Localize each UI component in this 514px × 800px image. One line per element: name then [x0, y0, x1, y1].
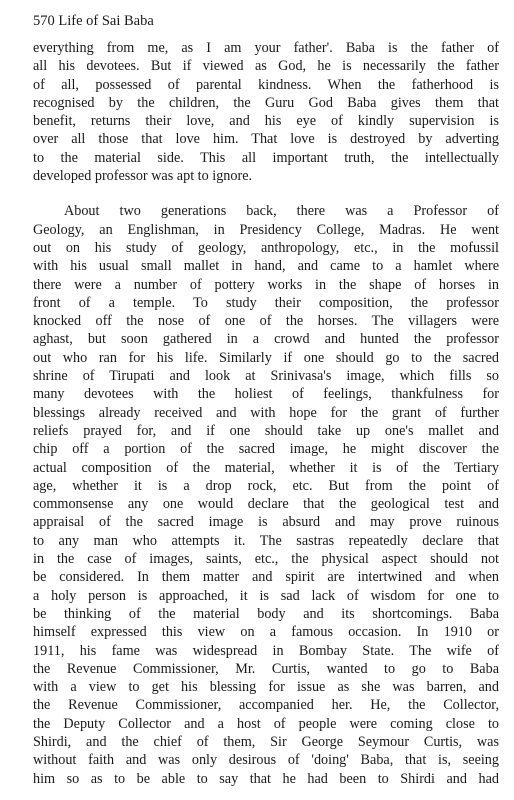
- text-line: chip off a portion of the sacred image, he might discover the: [33, 441, 499, 458]
- text-line: front of a temple. To study their composition, the professor: [33, 294, 499, 311]
- text-line: a holy person is approached, it is sad lack of wisdom for one to: [33, 587, 499, 604]
- text-line: the Revenue Commissioner, accompanied her. He, the Collector,: [33, 697, 499, 714]
- text-line: blessings already received and with hope for the grant of further: [33, 404, 499, 421]
- text-line: many devotees with the holiest of feelings, thankfulness for: [33, 386, 499, 403]
- text-line: About two generations back, there was a Professor of: [64, 203, 499, 220]
- paragraph-1: [33, 39, 499, 185]
- text-line: with a view to get his blessing for issue as she was barren, and: [33, 679, 499, 696]
- paragraph-gap: [33, 185, 499, 202]
- text-line: be thinking of the material body and its shortcomings. Baba: [33, 605, 499, 622]
- text-line: age, whether it is a drop rock, etc. But from the point of: [33, 477, 499, 494]
- text-line: himself expressed this view on a famous occasion. In 1910 or: [33, 624, 499, 641]
- text-line: shrine of Tirupati and look at Srinivasa's image, which fills so: [33, 368, 499, 385]
- text-line: over all those that love him. That love is destroyed by adverting: [33, 131, 499, 148]
- page-number: 570: [33, 13, 55, 29]
- text-line: benefit, returns their love, and his eye of kindly supervision is: [33, 113, 499, 130]
- text-line: him so as to be able to say that he had been to Shirdi and had: [33, 770, 499, 787]
- text-line: the Revenue Commissioner, Mr. Curtis, wanted to go to Baba: [33, 660, 499, 677]
- text-line: in the case of images, saints, etc., the physical aspect should not: [33, 551, 499, 568]
- text-line: appraisal of the sacred image is absurd and may prove ruinous: [33, 514, 499, 531]
- text-line: with his usual small mallet in hand, and came to a hamlet where: [33, 258, 499, 275]
- text-line: commonsense any one would declare that the geological test and: [33, 496, 499, 513]
- text-line: actual composition of the material, whether it is of the Tertiary: [33, 459, 499, 476]
- text-line: Geology, an Englishman, in Presidency College, Madras. He went: [33, 221, 499, 238]
- text-line: Shirdi, and the chief of them, Sir George Seymour Curtis, was: [33, 733, 499, 750]
- text-line: 1911, his fame was widespread in Bombay State. The wife of: [33, 642, 499, 659]
- paragraph-2: [33, 202, 499, 788]
- text-line: developed professor was apt to ignore.: [33, 168, 253, 185]
- text-line: without faith and was only desirous of 'doing' Baba, that is, seeing: [33, 752, 499, 769]
- book-page: [33, 12, 499, 788]
- text-line: there were a number of pottery works in the shape of horses in: [33, 276, 499, 293]
- text-line: reliefs prayed for, and if one should take up one's mallet and: [33, 422, 499, 439]
- text-line: be considered. In them matter and spirit are intertwined and when: [33, 569, 499, 586]
- text-line: out on his study of geology, anthropology, etc., in the mofussil: [33, 239, 499, 256]
- text-line: out who ran for his life. Similarly if one should go to the sacred: [33, 349, 499, 366]
- text-line: aghast, but soon gathered in a crowd and hunted the professor: [33, 331, 499, 348]
- text-line: knocked off the nose of one of the horses. The villagers were: [33, 313, 499, 330]
- running-head: [33, 12, 499, 30]
- text-line: recognised by the children, the Guru God Baba gives them that: [33, 94, 499, 111]
- running-title: Life of Sai Baba: [58, 13, 154, 29]
- text-line: everything from me, as I am your father'. Baba is the father of: [33, 40, 499, 56]
- text-line: to any man who attempts it. The sastras repeatedly declare that: [33, 532, 499, 549]
- text-line: of all, possessed of parental kindness. When the fatherhood is: [33, 76, 499, 93]
- text-line: to the material side. This all important truth, the intellectually: [33, 149, 499, 166]
- text-line: all his devotees. But if viewed as God, he is necessarily the father: [33, 58, 499, 75]
- text-line: the Deputy Collector and a host of people were coming close to: [33, 715, 499, 732]
